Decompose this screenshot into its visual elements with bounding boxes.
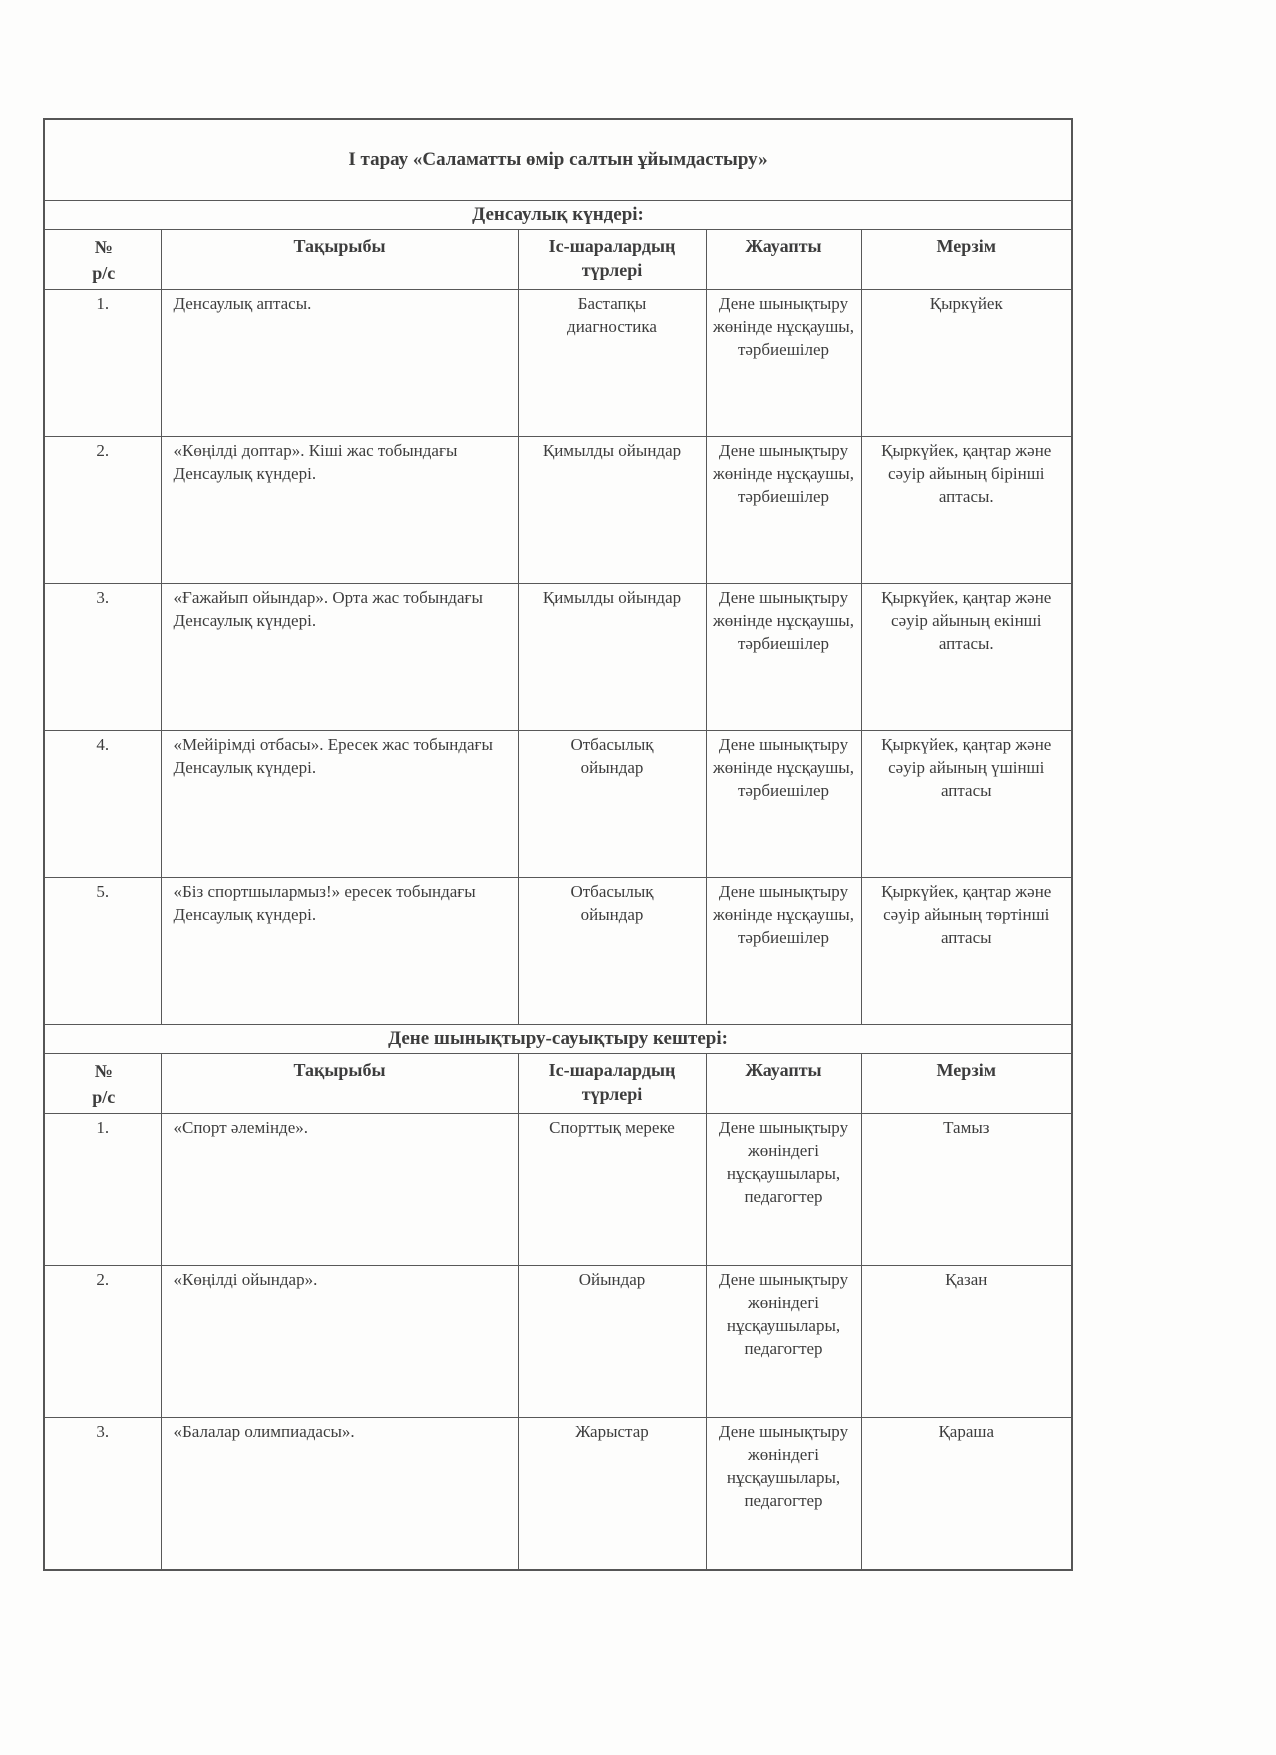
table-row [44,731,1072,878]
cell-topic: «Көңілді ойындар». [161,1266,518,1418]
col-header-term: Мерзім [861,230,1072,290]
col-header-number [44,230,161,290]
col-header-number [44,1054,161,1114]
table-row [44,1418,1072,1571]
cell-activity: Отбасылық ойындар [518,731,706,878]
section-heading: Дене шынықтыру-сауықтыру кештері: [44,1025,1072,1054]
cell-topic: «Көңілді доптар». Кіші жас тобындағы Денсаулық күндері. [161,437,518,584]
cell-activity: Бастапқы диагностика [518,290,706,437]
cell-responsible: Дене шынықтыру жөнінде нұсқаушы, тәрбиешілер [706,731,861,878]
cell-term: Қыркүйек, қаңтар және сәуір айының үшінші аптасы [861,731,1072,878]
col-header-topic: Тақырыбы [161,1054,518,1114]
cell-topic: «Балалар олимпиадасы». [161,1418,518,1571]
row-number: 4. [44,731,161,878]
row-number: 2. [44,1266,161,1418]
cell-term: Қыркүйек [861,290,1072,437]
table-row [44,1266,1072,1418]
table-header-row [44,230,1072,290]
section-heading: Денсаулық күндері: [44,201,1072,230]
cell-responsible: Дене шынықтыру жөніндегі нұсқаушылары, педагогтер [706,1266,861,1418]
cell-term: Тамыз [861,1114,1072,1266]
table-row [44,584,1072,731]
cell-topic: «Біз спортшылармыз!» ересек тобындағы Денсаулық күндері. [161,878,518,1025]
col-header-number-line1: № [94,1061,113,1082]
cell-activity: Ойындар [518,1266,706,1418]
table-row [44,878,1072,1025]
cell-responsible: Дене шынықтыру жөніндегі нұсқаушылары, педагогтер [706,1114,861,1266]
cell-activity: Қимылды ойындар [518,584,706,731]
cell-activity: Қимылды ойындар [518,437,706,584]
col-header-responsible: Жауапты [706,230,861,290]
table-row [44,1114,1072,1266]
row-number: 1. [44,1114,161,1266]
cell-term: Қыркүйек, қаңтар және сәуір айының бірінші аптасы. [861,437,1072,584]
cell-topic: «Спорт әлемінде». [161,1114,518,1266]
col-header-term: Мерзім [861,1054,1072,1114]
cell-activity: Отбасылық ойындар [518,878,706,1025]
table-row [44,437,1072,584]
cell-responsible: Дене шынықтыру жөнінде нұсқаушы, тәрбиешілер [706,437,861,584]
plan-table [43,118,1073,1571]
col-header-responsible: Жауапты [706,1054,861,1114]
cell-responsible: Дене шынықтыру жөнінде нұсқаушы, тәрбиешілер [706,290,861,437]
col-header-number-line1: № [94,237,113,257]
row-number: 5. [44,878,161,1025]
col-header-topic: Тақырыбы [161,230,518,290]
col-header-activity: Іс-шаралардың түрлері [518,230,706,290]
cell-term: Қазан [861,1266,1072,1418]
row-number: 3. [44,584,161,731]
col-header-activity: Іс-шаралардың түрлері [518,1054,706,1114]
cell-topic: Денсаулық аптасы. [161,290,518,437]
cell-activity: Жарыстар [518,1418,706,1571]
table-header-row [44,1054,1072,1114]
cell-term: Қыркүйек, қаңтар және сәуір айының төртінші аптасы [861,878,1072,1025]
col-header-number-line2: р/с [92,1087,116,1108]
chapter-title: І тарау «Саламатты өмір салтын ұйымдастыру» [44,119,1072,201]
cell-topic: «Ғажайып ойындар». Орта жас тобындағы Денсаулық күндері. [161,584,518,731]
cell-activity: Спорттық мереке [518,1114,706,1266]
cell-responsible: Дене шынықтыру жөнінде нұсқаушы, тәрбиешілер [706,878,861,1025]
table-row [44,290,1072,437]
col-header-number-line2: р/с [92,263,116,284]
cell-term: Қыркүйек, қаңтар және сәуір айының екінші аптасы. [861,584,1072,731]
cell-responsible: Дене шынықтыру жөніндегі нұсқаушылары, педагогтер [706,1418,861,1571]
section-heading-row [44,1025,1072,1054]
row-number: 3. [44,1418,161,1571]
cell-topic: «Мейірімді отбасы». Ересек жас тобындағы Денсаулық күндері. [161,731,518,878]
cell-responsible: Дене шынықтыру жөнінде нұсқаушы, тәрбиешілер [706,584,861,731]
section-heading-row [44,201,1072,230]
cell-term: Қараша [861,1418,1072,1571]
chapter-title-row [44,119,1072,201]
row-number: 2. [44,437,161,584]
row-number: 1. [44,290,161,437]
